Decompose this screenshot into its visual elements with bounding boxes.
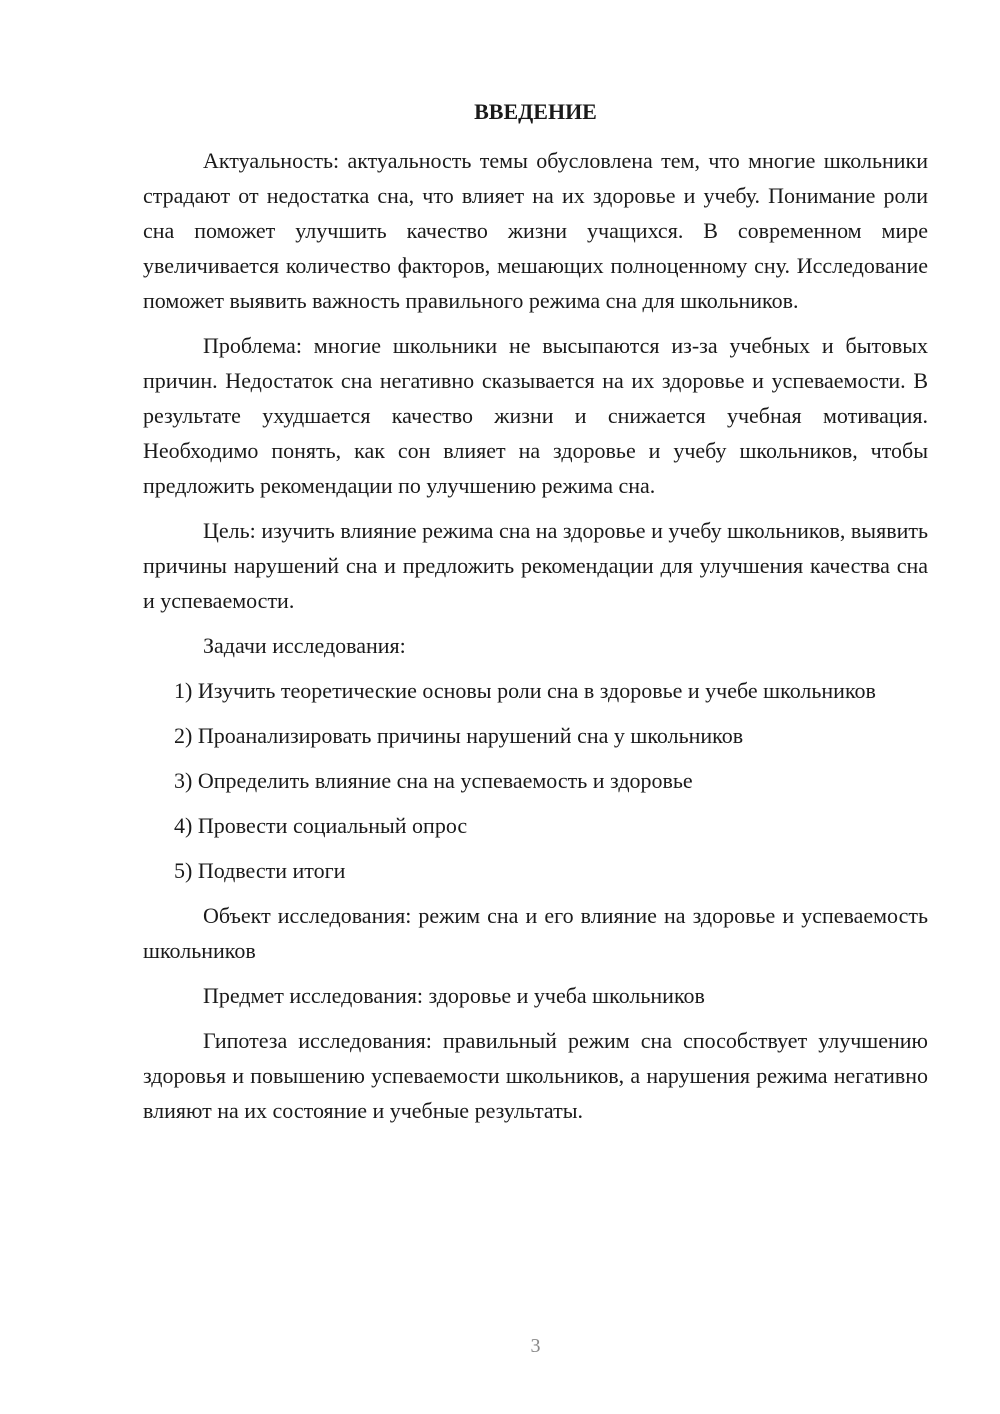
object-paragraph: Объект исследования: режим сна и его влияние на здоровье и успеваемость школьников <box>143 903 928 963</box>
hypothesis-paragraph: Гипотеза исследования: правильный режим сна способствует улучшению здоровья и повышению успеваемости школьников, а нарушения режима негативно влияют на их состояние и учебные результаты. <box>143 1028 928 1123</box>
page-title: ВВЕДЕНИЕ <box>474 99 597 124</box>
goal-paragraph: Цель: изучить влияние режима сна на здоровье и учебу школьников, выявить причины нарушений сна и предложить рекомендации для улучшения качества сна и успеваемости. <box>143 518 928 613</box>
task-item-1: 1) Изучить теоретические основы роли сна в здоровье и учебе школьников <box>174 678 876 703</box>
relevance-paragraph: Актуальность: актуальность темы обусловлена тем, что многие школьники страдают от недостатка сна, что влияет на их здоровье и учебу. Понимание роли сна поможет улучшить качество жизни учащихся. В современном мире увеличивается количество факторов, мешающих полноценному сну. Исследование поможет выявить важность правильного режима сна для школьников. <box>143 148 928 313</box>
tasks-heading: Задачи исследования: <box>203 633 406 658</box>
document-body <box>143 143 928 1138</box>
task-item-5: 5) Подвести итоги <box>174 858 346 883</box>
page-number: 3 <box>530 1335 541 1357</box>
task-item-4: 4) Провести социальный опрос <box>174 813 468 838</box>
task-item-3: 3) Определить влияние сна на успеваемость и здоровье <box>174 768 693 793</box>
task-item-2: 2) Проанализировать причины нарушений сна у школьников <box>174 723 744 748</box>
subject-paragraph: Предмет исследования: здоровье и учеба школьников <box>203 983 705 1008</box>
problem-paragraph: Проблема: многие школьники не высыпаются из-за учебных и бытовых причин. Недостаток сна негативно сказывается на их здоровье и успеваемости. В результате ухудшается качество жизни и снижается учебная мотивация. Необходимо понять, как сон влияет на здоровье и учебу школьников, чтобы предложить рекомендации по улучшению режима сна. <box>143 333 928 498</box>
